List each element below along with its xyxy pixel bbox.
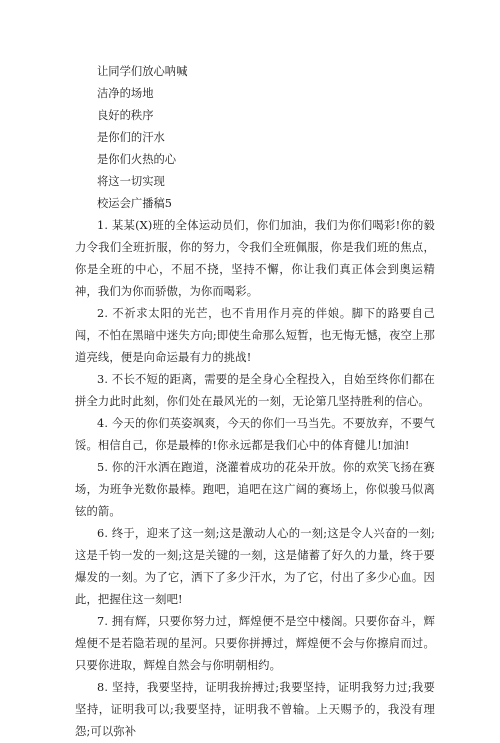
paragraph: 7. 拥有辉，只要你努力过，辉煌便不是空中楼阁。只要你奋斗，辉煌便不是若隐若现的星河。只要你拼搏过，辉煌便不会与你擦肩而过。只要你进取，辉煌自然会与你明朝相约。	[75, 615, 435, 672]
paragraph: 8. 坚持，我要坚持，证明我拚搏过;我要坚持，证明我努力过;我要坚持，证明我可以;我要坚持，证明我不曾输。上天赐予的，我没有理怨;可以弥补	[75, 681, 435, 738]
paragraph: 2. 不祈求太阳的光芒，也不肯用作月亮的伴娘。脚下的路要自己闯，不怕在黑暗中迷失方向;即使生命那么短暂，也无悔无憾，夜空上那道亮线，便是向命运最有力的挑战!	[75, 307, 435, 364]
intro-line: 是你们火热的心	[97, 153, 177, 166]
intro-line: 将这一切实现	[97, 175, 165, 188]
intro-line: 让同学们放心呐喊	[97, 65, 188, 78]
intro-line: 良好的秩序	[97, 109, 154, 122]
intro-line: 洁净的场地	[97, 87, 154, 100]
paragraph: 5. 你的汗水洒在跑道，浇灌着成功的花朵开放。你的欢笑飞扬在赛场，为班争光数你最棒。跑吧，追吧在这广阔的赛场上，你似骏马似离铉的箭。	[75, 461, 435, 518]
paragraph: 3. 不长不短的距离，需要的是全身心全程投入，自始至终你们都在拼全力此时此刻，你们处在最风光的一刻，无论第几坚持胜利的信心。	[75, 373, 435, 408]
section-title: 校运会广播稿5	[97, 197, 172, 210]
paragraph: 4. 今天的你们英姿飒爽，今天的你们一马当先。不要放弃，不要气馁。相信自己，你是最棒的!你永远都是我们心中的体育健儿!加油!	[75, 417, 435, 452]
document-body	[75, 61, 435, 743]
paragraph: 6. 终于，迎来了这一刻;这是激动人心的一刻;这是令人兴奋的一刻;这是千钧一发的一刻;这是关键的一刻，这是储蓄了好久的力量，终于要爆发的一刻。为了它，洒下了多少汗水，为了它，付出了多少心血。因此，把握住这一刻吧!	[75, 527, 435, 606]
paragraph: 1. 某某(X)班的全体运动员们，你们加油，我们为你们喝彩!你的毅力令我们全班折服，你的努力，令我们全班佩服，你是我们班的焦点，你是全班的中心，不屈不挠，坚持不懈，你让我们真正体会到奥运精神，我们为你而骄傲，为你而喝彩。	[75, 219, 435, 298]
intro-line: 是你们的汗水	[97, 131, 165, 144]
